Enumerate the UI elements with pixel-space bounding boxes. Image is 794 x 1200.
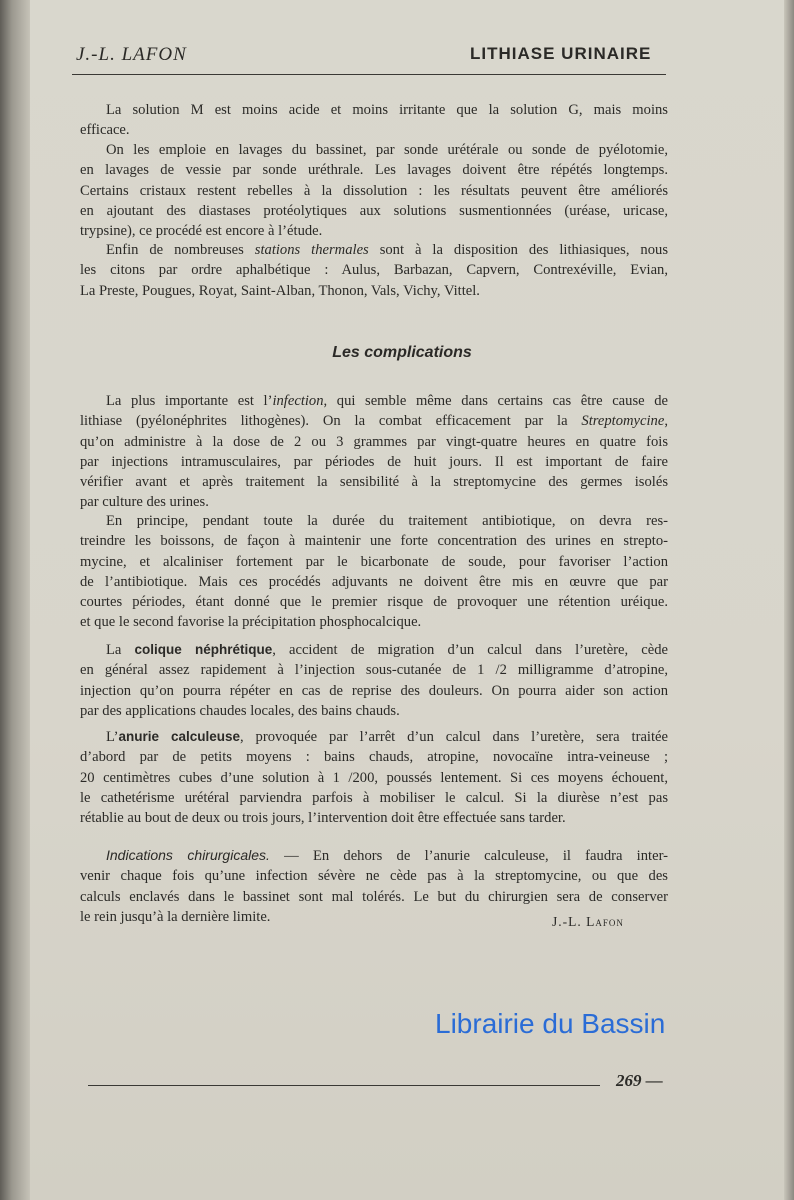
text-line (80, 240, 668, 260)
text-segment: On les emploie en lavages du bassinet, par sonde urétérale ou sonde de pyélotomie, (106, 142, 668, 158)
author-signature: J.-L. Lafon (552, 914, 624, 929)
text-line (80, 572, 668, 592)
text-line (80, 747, 668, 767)
text-line (80, 640, 668, 660)
text-segment: efficace. (80, 122, 130, 139)
text-segment: et que le second favorise la précipitation phosphocalcique. (80, 614, 422, 631)
paragraph (80, 511, 668, 633)
text-line (80, 140, 668, 160)
text-segment: L’ (106, 729, 119, 745)
text-line (80, 100, 668, 120)
text-segment: par des applications chaudes locales, des bains chauds. (80, 702, 400, 719)
text-segment: les citons par ordre aphalbétique : Aulus, Barbazan, Capvern, Contrexéville, Evian, (80, 262, 668, 279)
text-line (80, 391, 668, 411)
text-segment: 20 centimètres cubes d’une solution à 1 /200, poussés lentement. Si ces moyens échouent, (80, 769, 668, 786)
text-line (80, 160, 668, 180)
emphasized-text: colique néphrétique (134, 642, 273, 657)
text-line (80, 511, 668, 531)
text-line (80, 411, 668, 431)
text-line (80, 201, 668, 221)
text-segment: par culture des urines. (80, 494, 209, 511)
text-line (80, 432, 668, 452)
text-segment: le rein jusqu’à la dernière limite. (80, 908, 271, 925)
book-binding (0, 0, 30, 1200)
text-segment: calculs enclavés dans le bassinet sont mal tolérés. Le but du chirurgien sera de conserver (80, 888, 668, 905)
text-line (80, 808, 668, 828)
text-segment: — En dehors de l’anurie calculeuse, il faudra inter- (269, 848, 668, 864)
text-line (80, 492, 668, 512)
running-header-author: J.-L. LAFON (76, 44, 187, 65)
text-segment: La (106, 642, 135, 658)
text-segment: en général assez rapidement à l’injection sous-cutanée de 1 /2 milligramme d’atropine, (80, 662, 668, 679)
text-line (80, 472, 668, 492)
text-line (80, 221, 668, 241)
text-segment: Certains cristaux restent rebelles à la dissolution : les résultats peuvent être améliorés (80, 182, 668, 199)
text-segment: sont à la disposition des lithiasiques, nous (368, 242, 668, 258)
text-segment: injection qu’on pourra répéter en cas de reprise des douleurs. On pourra aider son action (80, 682, 668, 699)
text-line (80, 727, 668, 747)
text-line (80, 260, 668, 280)
emphasized-text: anurie calculeuse (118, 729, 240, 744)
text-segment: courtes périodes, étant donné que le premier risque de provoquer une rétention uréique. (80, 594, 668, 611)
text-segment: par injections intramusculaires, par périodes de huit jours. Il est important de faire (80, 453, 668, 470)
running-header-title: LITHIASE URINAIRE (470, 44, 652, 63)
text-line (80, 681, 668, 701)
text-line (80, 845, 668, 866)
page-edge (784, 0, 794, 1200)
text-segment: La plus importante est l’ (106, 393, 273, 409)
text-segment: , accident de migration d’un calcul dans l’uretère, cède (272, 642, 668, 658)
emphasized-text: infection (272, 393, 324, 409)
text-segment: treindre les boissons, de façon à maintenir une forte concentration des urines en strepto- (80, 533, 668, 550)
text-segment: trypsine), ce procédé est encore à l’étude. (80, 223, 323, 240)
section-heading: Les complications (332, 344, 472, 361)
text-segment: vérifier avant et après traitement la sensibilité à la streptomycine des germes isolés (80, 474, 668, 491)
text-line (80, 552, 668, 572)
text-segment: en lavages de vessie par sonde uréthrale. Les lavages doivent être répétés longtemps. (80, 162, 668, 179)
text-line (80, 181, 668, 201)
text-segment: en ajoutant des diastases protéolytiques aux solutions susmentionnées (uréase, uricase, (80, 202, 668, 219)
emphasized-text: stations thermales (254, 242, 369, 258)
text-line (80, 612, 668, 632)
watermark: Librairie du Bassin (435, 1008, 666, 1039)
text-line (80, 701, 668, 721)
text-line (80, 768, 668, 788)
paragraph (80, 640, 668, 721)
text-segment: qu’on administre à la dose de 2 ou 3 grammes par vingt-quatre heures en quatre fois (80, 433, 668, 450)
footer-rule (88, 1085, 600, 1086)
text-line (80, 281, 668, 301)
text-segment: Enfin de nombreuses (106, 242, 255, 258)
text-segment: rétablie au bout de deux ou trois jours, l’intervention doit être effectuée sans tarder. (80, 810, 566, 827)
text-segment: d’abord par de petits moyens : bains chauds, atropine, novocaïne intra-veineuse ; (80, 749, 668, 766)
header-rule (72, 74, 666, 75)
text-line (80, 592, 668, 612)
text-segment: lithiase (pyélonéphrites lithogènes). On la combat efficacement par la (80, 413, 582, 430)
paragraph (80, 391, 668, 513)
text-segment: de l’antibiotique. Mais ces procédés adjuvants ne doivent être mis en œuvre que par (80, 573, 668, 590)
paragraph (80, 240, 668, 301)
page-number: 269 — (616, 1071, 663, 1090)
paragraph (80, 100, 668, 141)
paragraph (80, 727, 668, 828)
text-line (80, 452, 668, 472)
text-segment: , (664, 413, 668, 430)
text-segment: le cathetérisme urétéral parviendra parfois à mobiliser le calcul. Si la diurèse n’est pas (80, 789, 668, 806)
text-line (80, 120, 668, 140)
text-segment: La solution M est moins acide et moins irritante que la solution G, mais moins (106, 102, 668, 118)
emphasized-text: Indications chirurgicales. (106, 847, 270, 863)
text-segment: , qui semble même dans certains cas être cause de (323, 393, 668, 409)
text-line (80, 531, 668, 551)
text-line (80, 866, 668, 886)
text-segment: venir chaque fois qu’une infection sévère ne cède pas à la streptomycine, ou que des (80, 868, 668, 885)
text-segment: , provoquée par l’arrêt d’un calcul dans l’uretère, sera traitée (240, 729, 668, 745)
text-line (80, 887, 668, 907)
text-segment: En principe, pendant toute la durée du traitement antibiotique, on devra res- (106, 513, 668, 529)
paragraph (80, 140, 668, 241)
text-line (80, 660, 668, 680)
text-segment: mycine, et alcaliniser fortement par le bicarbonate de soude, pour favoriser l’action (80, 553, 668, 570)
text-line (80, 788, 668, 808)
text-segment: La Preste, Pougues, Royat, Saint-Alban, Thonon, Vals, Vichy, Vittel. (80, 282, 480, 299)
emphasized-text: Streptomycine (581, 413, 665, 430)
